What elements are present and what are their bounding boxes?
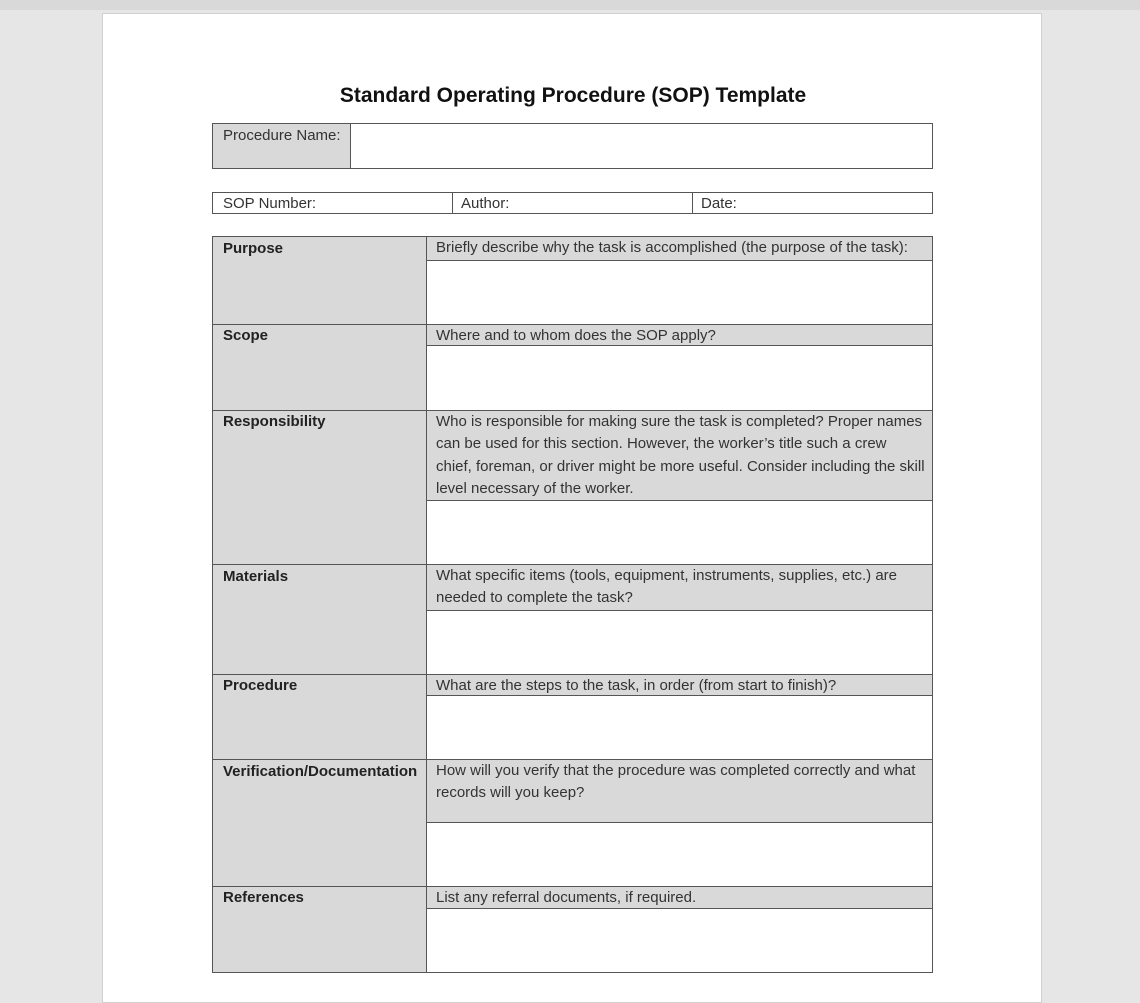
section-prompt-scope: Where and to whom does the SOP apply? [427,325,932,345]
page-title: Standard Operating Procedure (SOP) Template [339,84,807,107]
date-label: Date: [701,195,737,212]
document-page [102,13,1042,1003]
top-bar [0,0,1140,10]
section-label-references: References [223,889,304,906]
section-prompt-materials: What specific items (tools, equipment, instruments, supplies, etc.) are needed to complete the task? [427,565,932,610]
section-prompt-procedure: What are the steps to the task, in order (from start to finish)? [427,675,932,695]
section-label-materials: Materials [223,568,289,585]
procedure-name-field[interactable] [352,124,932,168]
section-response-materials[interactable] [427,611,932,674]
procedure-name-label-cell [213,124,351,168]
author-field[interactable] [453,193,693,213]
section-response-responsibility[interactable] [427,501,932,564]
section-prompt-verification: How will you verify that the procedure was completed correctly and what records will you keep? [427,760,932,822]
section-label-scope: Scope [223,327,269,344]
section-response-purpose[interactable] [427,261,932,324]
section-label-verification: Verification/Documentation [223,763,418,780]
date-field[interactable] [693,193,932,213]
procedure-name-label: Procedure Name: [223,127,341,144]
section-prompt-responsibility: Who is responsible for making sure the task is completed? Proper names can be used for this section. However, the worker’s title such a crew chief, foreman, or driver might be more useful. Consider including the skill level necessary of the worker. [427,411,932,500]
sections-table [212,236,933,973]
label-column [213,237,426,972]
sop-info-row [212,192,933,214]
section-response-references[interactable] [427,909,932,972]
section-label-purpose: Purpose [223,240,284,257]
author-label: Author: [461,195,510,212]
sop-number-field[interactable] [213,193,453,213]
section-response-procedure[interactable] [427,696,932,759]
section-prompt-references: List any referral documents, if required. [427,887,932,908]
section-response-verification[interactable] [427,823,932,886]
section-label-responsibility: Responsibility [223,413,326,430]
procedure-name-box [212,123,933,169]
section-label-procedure: Procedure [223,677,298,694]
section-response-scope[interactable] [427,346,932,410]
section-prompt-purpose: Briefly describe why the task is accomplished (the purpose of the task): [427,237,932,260]
sop-number-label: SOP Number: [223,195,317,212]
